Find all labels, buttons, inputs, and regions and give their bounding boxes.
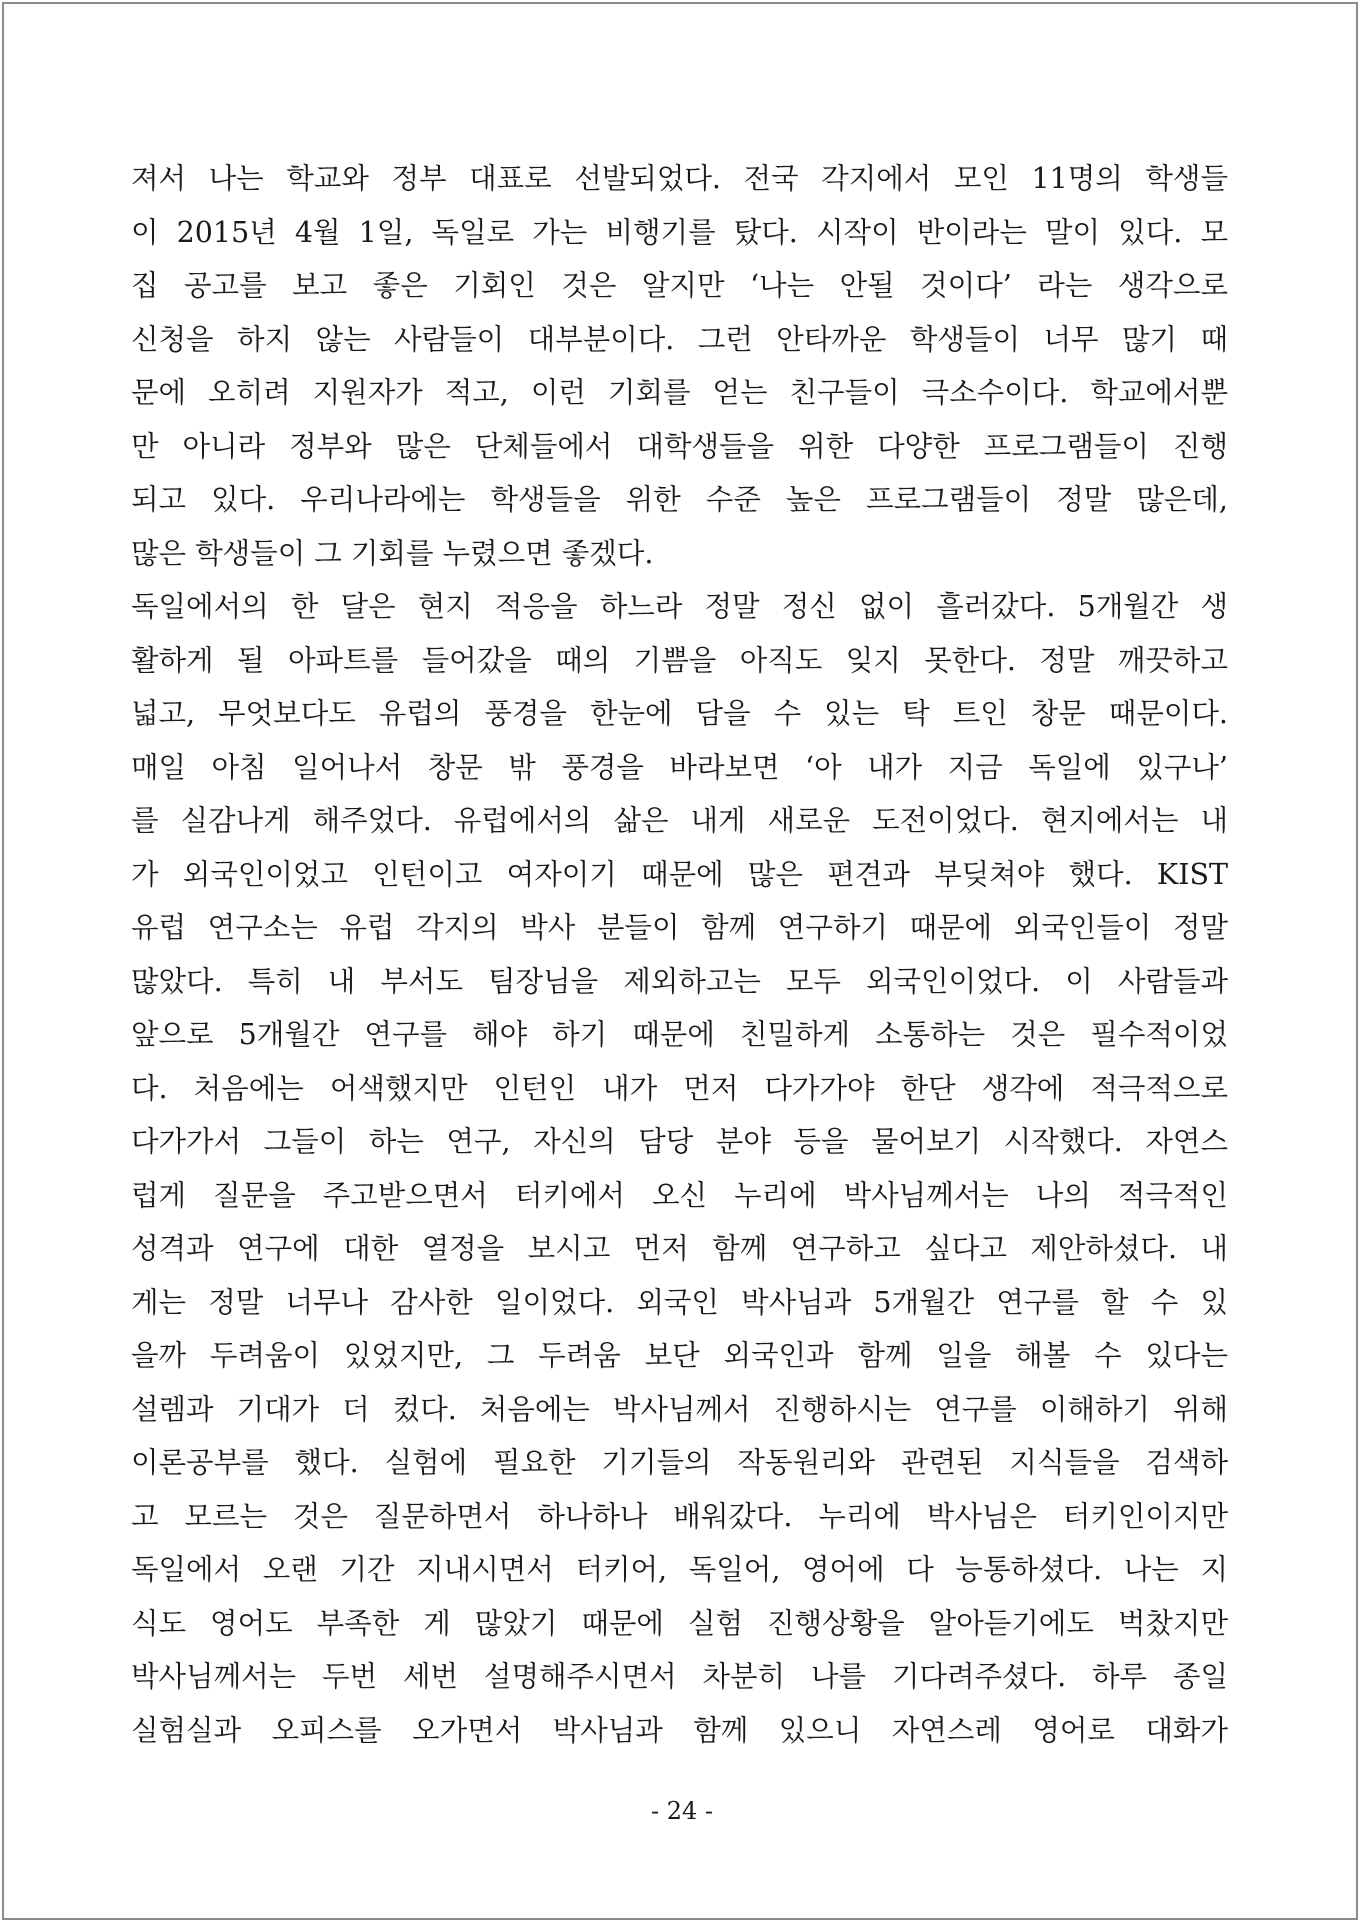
- text-line: 되고 있다. 우리나라에는 학생들을 위한 수준 높은 프로그램들이 정말 많은데,: [131, 483, 1228, 516]
- document-body-text: [131, 152, 1228, 1757]
- text-line: 성격과 연구에 대한 열정을 보시고 먼저 함께 연구하고 싶다고 제안하셨다. 내: [131, 1232, 1228, 1265]
- text-line: 독일에서의 한 달은 현지 적응을 하느라 정말 정신 없이 흘러갔다. 5개월간 생: [131, 590, 1228, 623]
- text-line: 실험실과 오피스를 오가면서 박사님과 함께 있으니 자연스레 영어로 대화가: [131, 1713, 1228, 1747]
- text-line: 가 외국인이었고 인턴이고 여자이기 때문에 많은 편견과 부딪쳐야 했다. KIST: [131, 857, 1228, 891]
- text-line: 신청을 하지 않는 사람들이 대부분이다. 그런 안타까운 학생들이 너무 많기 때: [131, 322, 1228, 356]
- text-line: 집 공고를 보고 좋은 기회인 것은 알지만 ‘나는 안될 것이다’ 라는 생각으로: [131, 269, 1228, 302]
- text-line: 이론공부를 했다. 실험에 필요한 기기들의 작동원리와 관련된 지식들을 검색하: [131, 1446, 1228, 1479]
- text-line: 게는 정말 너무나 감사한 일이었다. 외국인 박사님과 5개월간 연구를 할 수 있: [131, 1285, 1228, 1319]
- text-line: 져서 나는 학교와 정부 대표로 선발되었다. 전국 각지에서 모인 11명의 학생들: [131, 162, 1228, 195]
- text-line: 많은 학생들이 그 기회를 누렸으면 좋겠다.: [131, 536, 654, 570]
- text-line: 다. 처음에는 어색했지만 인턴인 내가 먼저 다가가야 한단 생각에 적극적으로: [131, 1071, 1228, 1105]
- text-line: 을까 두려움이 있었지만, 그 두려움 보단 외국인과 함께 일을 해볼 수 있다는: [131, 1339, 1228, 1372]
- text-line: 고 모르는 것은 질문하면서 하나하나 배워갔다. 누리에 박사님은 터키인이지만: [131, 1499, 1228, 1533]
- text-line: 럽게 질문을 주고받으면서 터키에서 오신 누리에 박사님께서는 나의 적극적인: [131, 1178, 1228, 1212]
- text-line: 이 2015년 4월 1일, 독일로 가는 비행기를 탔다. 시작이 반이라는 말이 있다. 모: [131, 215, 1228, 249]
- text-line: 설렘과 기대가 더 컸다. 처음에는 박사님께서 진행하시는 연구를 이해하기 위해: [131, 1392, 1228, 1426]
- text-line: 를 실감나게 해주었다. 유럽에서의 삶은 내게 새로운 도전이었다. 현지에서는 내: [131, 804, 1228, 837]
- text-line: 문에 오히려 지원자가 적고, 이런 기회를 얻는 친구들이 극소수이다. 학교에서뿐: [131, 376, 1228, 409]
- text-line: 다가가서 그들이 하는 연구, 자신의 담당 분야 등을 물어보기 시작했다. 자연스: [131, 1125, 1228, 1158]
- text-line: 넓고, 무엇보다도 유럽의 풍경을 한눈에 담을 수 있는 탁 트인 창문 때문이다.: [131, 697, 1228, 730]
- text-line: 만 아니라 정부와 많은 단체들에서 대학생들을 위한 다양한 프로그램들이 진행: [131, 429, 1228, 463]
- text-line: 앞으로 5개월간 연구를 해야 하기 때문에 친밀하게 소통하는 것은 필수적이었: [131, 1018, 1228, 1051]
- text-line: 매일 아침 일어나서 창문 밖 풍경을 바라보면 ‘아 내가 지금 독일에 있구나’: [131, 750, 1228, 784]
- page-number: - 24 -: [650, 1797, 713, 1825]
- text-line: 박사님께서는 두번 세번 설명해주시면서 차분히 나를 기다려주셨다. 하루 종일: [131, 1660, 1228, 1693]
- text-line: 활하게 될 아파트를 들어갔을 때의 기쁨을 아직도 잊지 못한다. 정말 깨끗하고: [131, 643, 1228, 677]
- text-line: 많았다. 특히 내 부서도 팀장님을 제외하고는 모두 외국인이었다. 이 사람들과: [131, 964, 1228, 998]
- text-line: 유럽 연구소는 유럽 각지의 박사 분들이 함께 연구하기 때문에 외국인들이 정말: [131, 911, 1228, 944]
- text-line: 독일에서 오랜 기간 지내시면서 터키어, 독일어, 영어에 다 능통하셨다. 나는 지: [131, 1553, 1228, 1586]
- text-line: 식도 영어도 부족한 게 많았기 때문에 실험 진행상황을 알아듣기에도 벅찼지만: [131, 1606, 1228, 1640]
